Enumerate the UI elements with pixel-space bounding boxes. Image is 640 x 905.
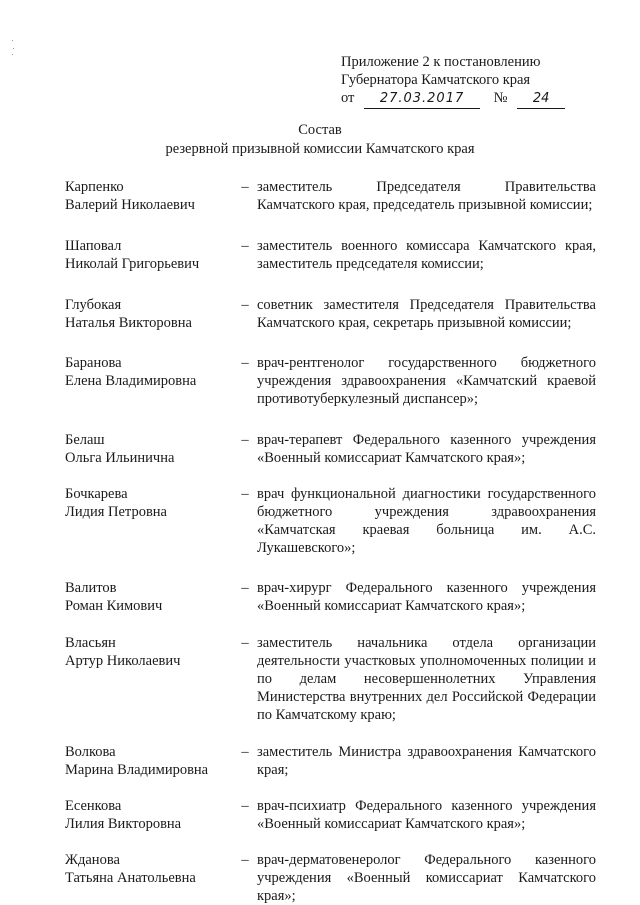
member-name xyxy=(65,485,237,521)
member-role: советник заместителя Председателя Правительства Камчатского края, секретарь призывной комиссии; xyxy=(257,297,596,331)
dash-separator: – xyxy=(241,486,249,502)
member-surname: Есенкова xyxy=(65,798,122,814)
member-surname: Валитов xyxy=(65,580,117,596)
member-role: врач-терапевт Федерального казенного учреждения «Военный комиссариат Камчатского края»; xyxy=(257,432,596,466)
member-given-names: Роман Кимович xyxy=(65,598,163,614)
member-role: врач-психиатр Федерального казенного учреждения «Военный комиссариат Камчатского края»; xyxy=(257,798,596,832)
member-surname: Бочкарева xyxy=(65,486,128,502)
member-surname: Баранова xyxy=(65,355,122,371)
member-role: врач-хирург Федерального казенного учреждения «Военный комиссариат Камчатского края»; xyxy=(257,580,596,614)
dash-separator: – xyxy=(241,635,249,651)
list-item xyxy=(65,431,600,467)
member-role: заместитель Председателя Правительства Камчатского края, председатель призывной комиссии; xyxy=(257,179,596,213)
member-given-names: Ольга Ильинична xyxy=(65,450,175,466)
member-name xyxy=(65,634,237,670)
dash-separator: – xyxy=(241,355,249,371)
member-given-names: Татьяна Анатольевна xyxy=(65,870,196,886)
date-label: от xyxy=(341,90,355,106)
member-given-names: Артур Николаевич xyxy=(65,653,181,669)
dash-separator: – xyxy=(241,432,249,448)
appendix-line-1: Приложение 2 к постановлению xyxy=(341,54,541,70)
list-item xyxy=(65,743,600,779)
member-surname: Волкова xyxy=(65,744,116,760)
member-surname: Власьян xyxy=(65,635,116,651)
member-role: врач функциональной диагностики государственного бюджетного учреждения здравоохранения «Камчатская краевая больница им. А.С. Лукашевского»; xyxy=(257,486,596,556)
decree-number: 24 xyxy=(517,90,565,109)
member-surname: Шаповал xyxy=(65,238,122,254)
dash-separator: – xyxy=(241,852,249,868)
list-item xyxy=(65,851,600,905)
member-given-names: Валерий Николаевич xyxy=(65,197,195,213)
member-name xyxy=(65,579,237,615)
dash-separator: – xyxy=(241,580,249,596)
member-given-names: Николай Григорьевич xyxy=(65,256,200,272)
member-name xyxy=(65,296,237,332)
list-item xyxy=(65,634,600,724)
dash-separator: – xyxy=(241,798,249,814)
list-item xyxy=(65,237,600,273)
appendix-line-2: Губернатора Камчатского края xyxy=(341,72,531,88)
member-name xyxy=(65,743,237,779)
list-item xyxy=(65,296,600,332)
title-line-1: Состав xyxy=(298,122,342,138)
list-item xyxy=(65,797,600,833)
member-given-names: Лидия Петровна xyxy=(65,504,167,520)
dash-separator: – xyxy=(241,179,249,195)
member-role: заместитель Министра здравоохранения Камчатского края; xyxy=(257,744,596,778)
member-surname: Жданова xyxy=(65,852,120,868)
dash-separator: – xyxy=(241,297,249,313)
member-surname: Глубокая xyxy=(65,297,122,313)
member-surname: Карпенко xyxy=(65,179,124,195)
member-given-names: Марина Владимировна xyxy=(65,762,209,778)
member-name xyxy=(65,237,237,273)
member-role: врач-дерматовенеролог Федерального казенного учреждения «Военный комиссариат Камчатского края»; xyxy=(257,852,596,904)
list-item xyxy=(65,579,600,615)
member-given-names: Елена Владимировна xyxy=(65,373,197,389)
member-role: врач-рентгенолог государственного бюджетного учреждения здравоохранения «Камчатский краевой противотуберкулезный диспансер»; xyxy=(257,355,596,407)
member-list xyxy=(65,178,600,905)
dash-separator: – xyxy=(241,238,249,254)
number-label: № xyxy=(493,90,508,106)
list-item xyxy=(65,485,600,557)
member-name xyxy=(65,431,237,467)
decree-date: 27.03.2017 xyxy=(364,90,480,109)
member-given-names: Наталья Викторовна xyxy=(65,315,192,331)
member-surname: Белаш xyxy=(65,432,105,448)
member-name xyxy=(65,797,237,833)
member-name xyxy=(65,851,237,887)
decree-date-line xyxy=(341,89,565,109)
title-line-2: резервной призывной комиссии Камчатского края xyxy=(165,141,475,157)
member-given-names: Лилия Викторовна xyxy=(65,816,182,832)
appendix-header xyxy=(341,53,565,109)
dash-separator: – xyxy=(241,744,249,760)
scan-specks xyxy=(12,40,16,60)
member-name xyxy=(65,354,237,390)
member-role: заместитель начальника отдела организации деятельности участковых уполномоченных полиции и по делам несовершеннолетних Управления Министерства внутренних дел Российской Федерации по Камчатскому краю; xyxy=(257,635,596,723)
list-item xyxy=(65,178,600,214)
list-item xyxy=(65,354,600,408)
member-role: заместитель военного комиссара Камчатского края, заместитель председателя комиссии; xyxy=(257,238,596,272)
document-title xyxy=(0,121,640,159)
member-name xyxy=(65,178,237,214)
